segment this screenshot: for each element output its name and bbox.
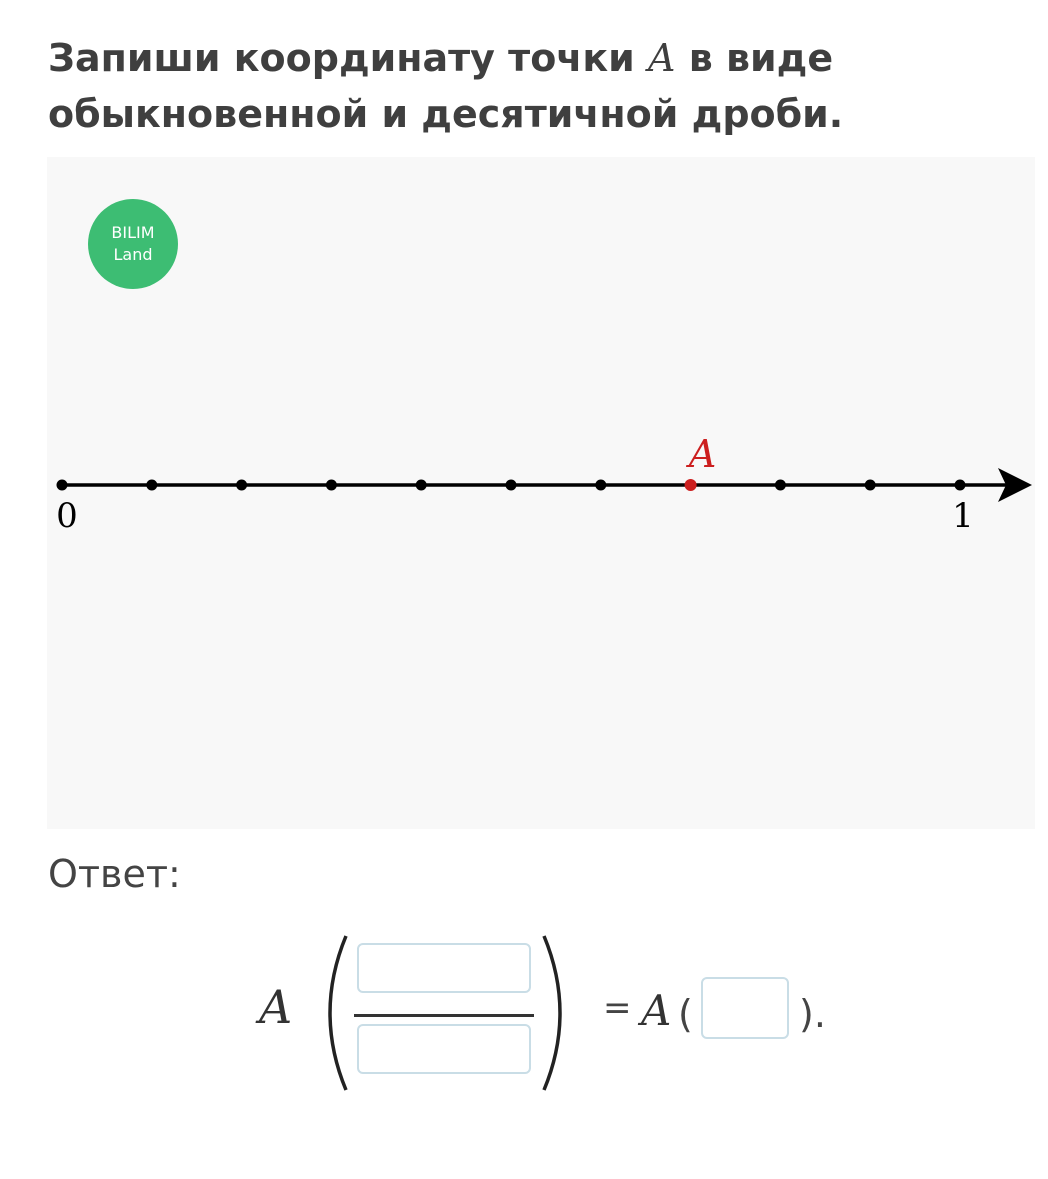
number-line-figure <box>47 157 1035 829</box>
decimal-input[interactable] <box>701 977 789 1039</box>
tick-dot <box>326 480 337 491</box>
decimal-open-paren: ( <box>678 992 693 1036</box>
tick-dot <box>146 480 157 491</box>
left-big-paren <box>312 932 352 1094</box>
task-title <box>48 30 1008 142</box>
tick-dot <box>955 480 966 491</box>
tick-dot <box>506 480 517 491</box>
tick-dot <box>865 480 876 491</box>
point-a-label: A <box>688 432 717 476</box>
tick-dot <box>595 480 606 491</box>
equals-sign: = <box>603 988 632 1028</box>
right-big-paren <box>538 932 578 1094</box>
tick-label-zero: 0 <box>56 496 78 536</box>
fraction-bar <box>354 1014 534 1017</box>
number-line <box>47 157 1035 829</box>
task-title-text-end: в виде обыкновенной и десятичной дроби. <box>48 36 844 136</box>
task-title-variable: A <box>648 36 676 80</box>
tick-dot <box>236 480 247 491</box>
answer-var-decimal: A <box>641 986 672 1035</box>
denominator-input[interactable] <box>357 1024 531 1074</box>
logo-text-bottom: Land <box>113 245 153 264</box>
point-a-marker <box>685 479 697 491</box>
tick-dot <box>416 480 427 491</box>
numerator-input[interactable] <box>357 943 531 993</box>
answer-var-fraction: A <box>259 980 293 1034</box>
tick-label-one: 1 <box>952 496 974 536</box>
task-title-text-start: Запиши координату точки <box>48 36 649 80</box>
tick-dot <box>57 480 68 491</box>
decimal-close-paren: ). <box>799 992 826 1036</box>
tick-dot <box>775 480 786 491</box>
logo-text-top: BILIM <box>111 223 155 242</box>
answer-label: Ответ: <box>48 852 181 896</box>
